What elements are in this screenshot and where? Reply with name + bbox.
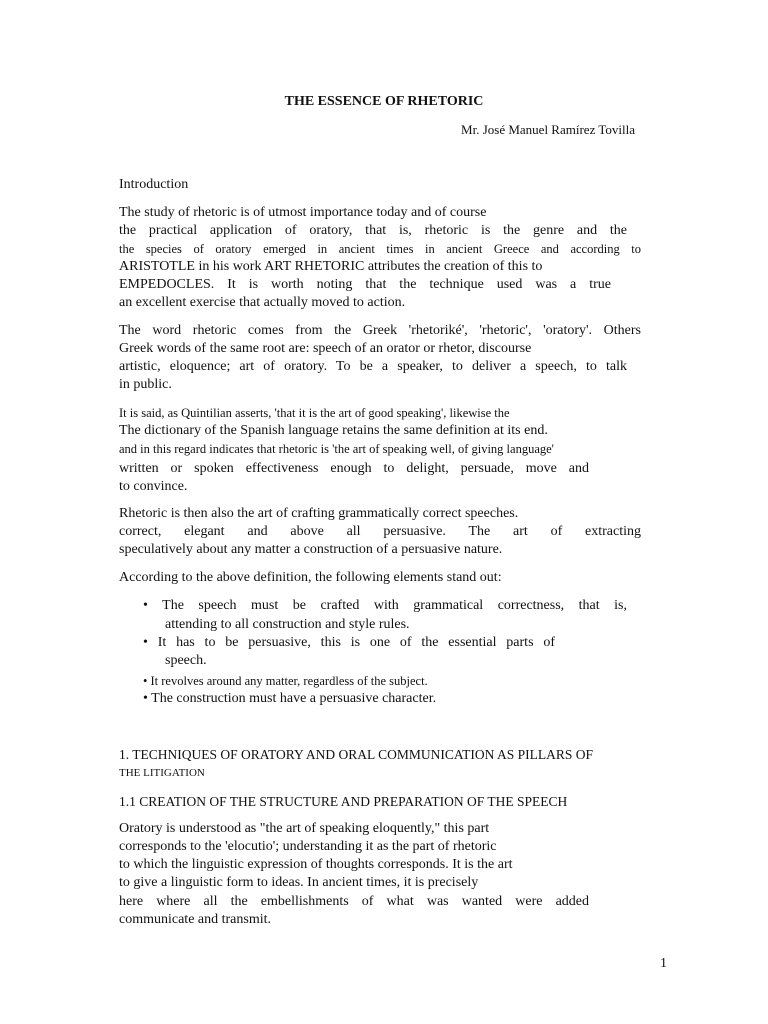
paragraph-line: ARISTOTLE in his work ART RHETORIC attributes the creation of this to: [119, 259, 543, 274]
paragraph-line: and in this regard indicates that rhetoric is 'the art of speaking well, of giving language': [119, 442, 554, 456]
paragraph-line: Greek words of the same root are: speech of an orator or rhetor, discourse: [119, 341, 532, 356]
section-heading: 1. TECHNIQUES OF ORATORY AND ORAL COMMUNICATION AS PILLARS OF: [119, 747, 594, 762]
list-item: • It revolves around any matter, regardless of the subject.: [143, 674, 428, 688]
paragraph-line: The dictionary of the Spanish language retains the same definition at its end.: [119, 423, 548, 438]
paragraph-line: an excellent exercise that actually moved to action.: [119, 295, 406, 310]
list-item: • The construction must have a persuasive character.: [143, 691, 437, 706]
document-title: THE ESSENCE OF RHETORIC: [284, 94, 484, 109]
paragraph-line: to convince.: [119, 479, 188, 494]
paragraph-line: Oratory is understood as "the art of speaking eloquently," this part: [119, 821, 490, 836]
list-item-continuation: attending to all construction and style rules.: [165, 617, 410, 632]
paragraph-line: communicate and transmit.: [119, 912, 272, 927]
paragraph-line: artistic, eloquence; art of oratory. To be a speaker, to deliver a speech, to talk: [119, 359, 627, 374]
list-item: • It has to be persuasive, this is one of the essential parts of: [143, 635, 555, 650]
list-item: • The speech must be crafted with grammatical correctness, that is,: [143, 598, 627, 613]
paragraph-line: the practical application of oratory, that is, rhetoric is the genre and the: [119, 223, 627, 238]
paragraph-line: speculatively about any matter a construction of a persuasive nature.: [119, 542, 503, 557]
paragraph-line: here where all the embellishments of what was wanted were added: [119, 894, 589, 909]
list-item-continuation: speech.: [165, 653, 207, 668]
paragraph-line: The word rhetoric comes from the Greek 'rhetoriké', 'rhetoric', 'oratory'. Others: [119, 323, 641, 338]
paragraph-line: Rhetoric is then also the art of crafting grammatically correct speeches.: [119, 506, 519, 521]
paragraph-line: the species of oratory emerged in ancient times in ancient Greece and according to: [119, 242, 641, 256]
subsection-heading: 1.1 CREATION OF THE STRUCTURE AND PREPARATION OF THE SPEECH: [119, 794, 568, 809]
page-number: 1: [660, 956, 667, 971]
intro-heading: Introduction: [119, 177, 189, 192]
paragraph-line: It is said, as Quintilian asserts, 'that it is the art of good speaking', likewise the: [119, 406, 510, 420]
section-heading-continuation: THE LITIGATION: [119, 767, 205, 779]
paragraph-line: to which the linguistic expression of thoughts corresponds. It is the art: [119, 857, 513, 872]
paragraph-line: written or spoken effectiveness enough to delight, persuade, move and: [119, 461, 589, 476]
paragraph-line: corresponds to the 'elocutio'; understanding it as the part of rhetoric: [119, 839, 497, 854]
paragraph-line: in public.: [119, 377, 172, 392]
author-name: Mr. José Manuel Ramírez Tovilla: [461, 122, 635, 137]
paragraph-line: The study of rhetoric is of utmost importance today and of course: [119, 205, 487, 220]
paragraph-line: According to the above definition, the following elements stand out:: [119, 570, 502, 585]
paragraph-line: EMPEDOCLES. It is worth noting that the technique used was a true: [119, 277, 611, 292]
paragraph-line: correct, elegant and above all persuasive. The art of extracting: [119, 524, 641, 539]
paragraph-line: to give a linguistic form to ideas. In ancient times, it is precisely: [119, 875, 479, 890]
